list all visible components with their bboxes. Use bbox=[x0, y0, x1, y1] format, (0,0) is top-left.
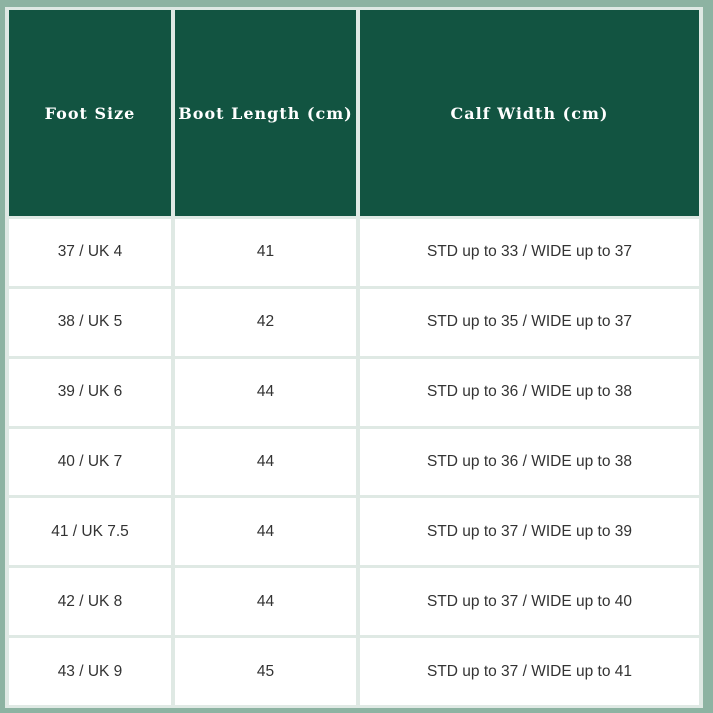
calf-width-cell: STD up to 37 / WIDE up to 41 bbox=[360, 638, 699, 705]
boot-length-cell: 44 bbox=[175, 568, 356, 635]
table-row bbox=[9, 289, 699, 356]
boot-length-cell: 44 bbox=[175, 429, 356, 496]
foot-size-cell: 38 / UK 5 bbox=[9, 289, 171, 356]
table-row bbox=[9, 568, 699, 635]
boot-size-table bbox=[5, 7, 703, 708]
boot-length-cell: 45 bbox=[175, 638, 356, 705]
calf-width-cell: STD up to 37 / WIDE up to 39 bbox=[360, 498, 699, 565]
calf-width-cell: STD up to 37 / WIDE up to 40 bbox=[360, 568, 699, 635]
table-row bbox=[9, 219, 699, 286]
table-row bbox=[9, 429, 699, 496]
calf-width-cell: STD up to 33 / WIDE up to 37 bbox=[360, 219, 699, 286]
foot-size-cell: 39 / UK 6 bbox=[9, 359, 171, 426]
calf-width-cell: STD up to 36 / WIDE up to 38 bbox=[360, 429, 699, 496]
foot-size-cell: 42 / UK 8 bbox=[9, 568, 171, 635]
header-row bbox=[9, 10, 699, 216]
foot-size-cell: 40 / UK 7 bbox=[9, 429, 171, 496]
table-row bbox=[9, 498, 699, 565]
foot-size-cell: 37 / UK 4 bbox=[9, 219, 171, 286]
header-boot-length: Boot Length (cm) bbox=[175, 10, 356, 216]
calf-width-cell: STD up to 36 / WIDE up to 38 bbox=[360, 359, 699, 426]
foot-size-cell: 43 / UK 9 bbox=[9, 638, 171, 705]
boot-length-cell: 44 bbox=[175, 359, 356, 426]
foot-size-cell: 41 / UK 7.5 bbox=[9, 498, 171, 565]
header-foot-size: Foot Size bbox=[9, 10, 171, 216]
calf-width-cell: STD up to 35 / WIDE up to 37 bbox=[360, 289, 699, 356]
header-calf-width: Calf Width (cm) bbox=[360, 10, 699, 216]
boot-length-cell: 44 bbox=[175, 498, 356, 565]
boot-length-cell: 42 bbox=[175, 289, 356, 356]
boot-length-cell: 41 bbox=[175, 219, 356, 286]
table-row bbox=[9, 638, 699, 705]
table-row bbox=[9, 359, 699, 426]
